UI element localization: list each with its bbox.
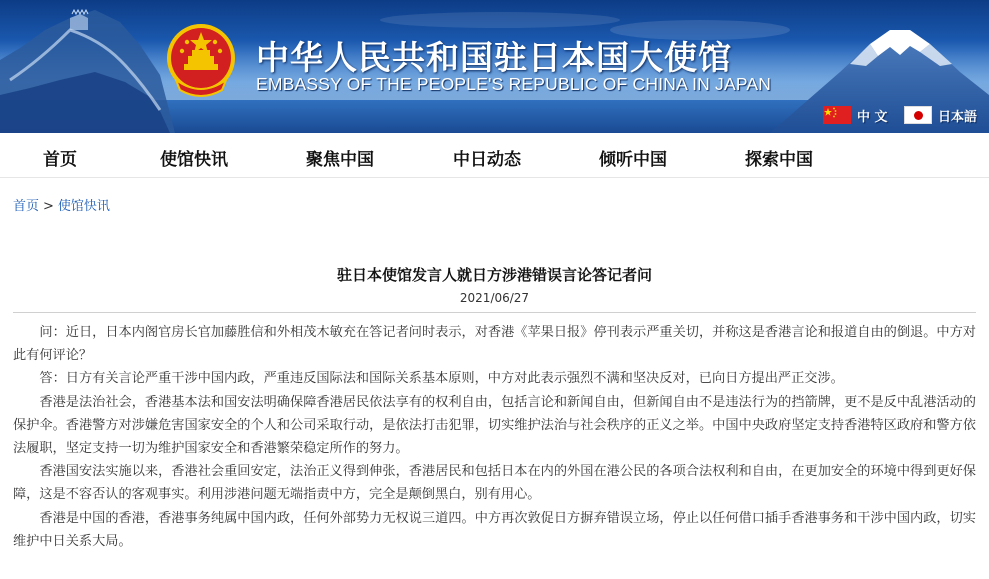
breadcrumb — [13, 195, 110, 214]
language-label-japanese: 日本語 — [938, 109, 978, 125]
language-switch-chinese[interactable] — [823, 104, 888, 126]
article-paragraph: 香港是中国的香港，香港事务纯属中国内政，任何外部势力无权说三道四。中方再次敦促日方摒弃错误立场，停止以任何借口插手香港事务和干涉中国内政，切实维护中日关系大局。 — [13, 510, 976, 549]
article-title: 驻日本使馆发言人就日方涉港错误言论答记者问 — [336, 266, 652, 284]
site-title-english: EMBASSY OF THE PEOPLE'S REPUBLIC OF CHINA IN JAPAN — [256, 74, 772, 94]
nav-item-explore-china[interactable]: 探索中国 — [745, 150, 813, 170]
header-banner — [0, 0, 989, 133]
language-switch-japanese[interactable] — [904, 104, 977, 126]
breadcrumb-current-link[interactable]: 使馆快讯 — [57, 199, 110, 214]
article-body — [13, 321, 976, 553]
main-navigation — [0, 133, 989, 178]
japan-flag-icon — [904, 106, 932, 124]
breadcrumb-home-link[interactable]: 首页 — [13, 199, 40, 214]
article-date: 2021/06/27 — [459, 291, 530, 305]
nav-item-listen-china[interactable]: 倾听中国 — [599, 150, 667, 170]
site-title-chinese: 中华人民共和国驻日本国大使馆 — [256, 38, 732, 77]
nav-item-home[interactable]: 首页 — [43, 150, 77, 170]
article-paragraph: 香港国安法实施以来，香港社会重回安定，法治正义得到伸张，香港居民和包括日本在内的外国在港公民的各项合法权利和自由，在更加安全的环境中得到更好保障，这是不容否认的客观事实。利用涉港问题无端指责中方，完全是颠倒黑白，别有用心。 — [13, 464, 976, 503]
national-emblem-icon — [162, 20, 240, 102]
article-paragraph-question: 问：近日，日本内阁官房长官加藤胜信和外相茂木敏充在答记者问时表示，对香港《苹果日报》停刊表示严重关切，并称这是香港言论和报道自由的倒退。中方对此有何评论？ — [13, 325, 976, 364]
china-flag-icon — [823, 106, 851, 124]
nav-item-focus-china[interactable]: 聚焦中国 — [306, 150, 374, 170]
breadcrumb-separator: > — [43, 199, 54, 214]
nav-item-embassy-news[interactable]: 使馆快讯 — [160, 150, 228, 170]
article-paragraph-answer: 答：日方有关言论严重干涉中国内政，严重违反国际法和国际关系基本原则，中方对此表示强烈不满和坚决反对，已向日方提出严正交涉。 — [39, 371, 844, 387]
article-divider — [13, 312, 976, 313]
language-label-chinese: 中 文 — [857, 109, 888, 125]
article-paragraph: 香港是法治社会，香港基本法和国安法明确保障香港居民依法享有的权利自由，包括言论和新闻自由，但新闻自由不是违法行为的挡箭牌，更不是反中乱港活动的保护伞。香港警方对涉嫌危害国家安全的个人和公司采取行动，是依法打击犯罪，切实维护法治与社会秩序的正义之举。中国中央政府坚定支持香港特区政府和警方依法履职，坚定支持一切为维护国家安全和香港繁荣稳定所作的努力。 — [13, 394, 976, 457]
nav-item-china-japan[interactable]: 中日动态 — [453, 150, 521, 170]
